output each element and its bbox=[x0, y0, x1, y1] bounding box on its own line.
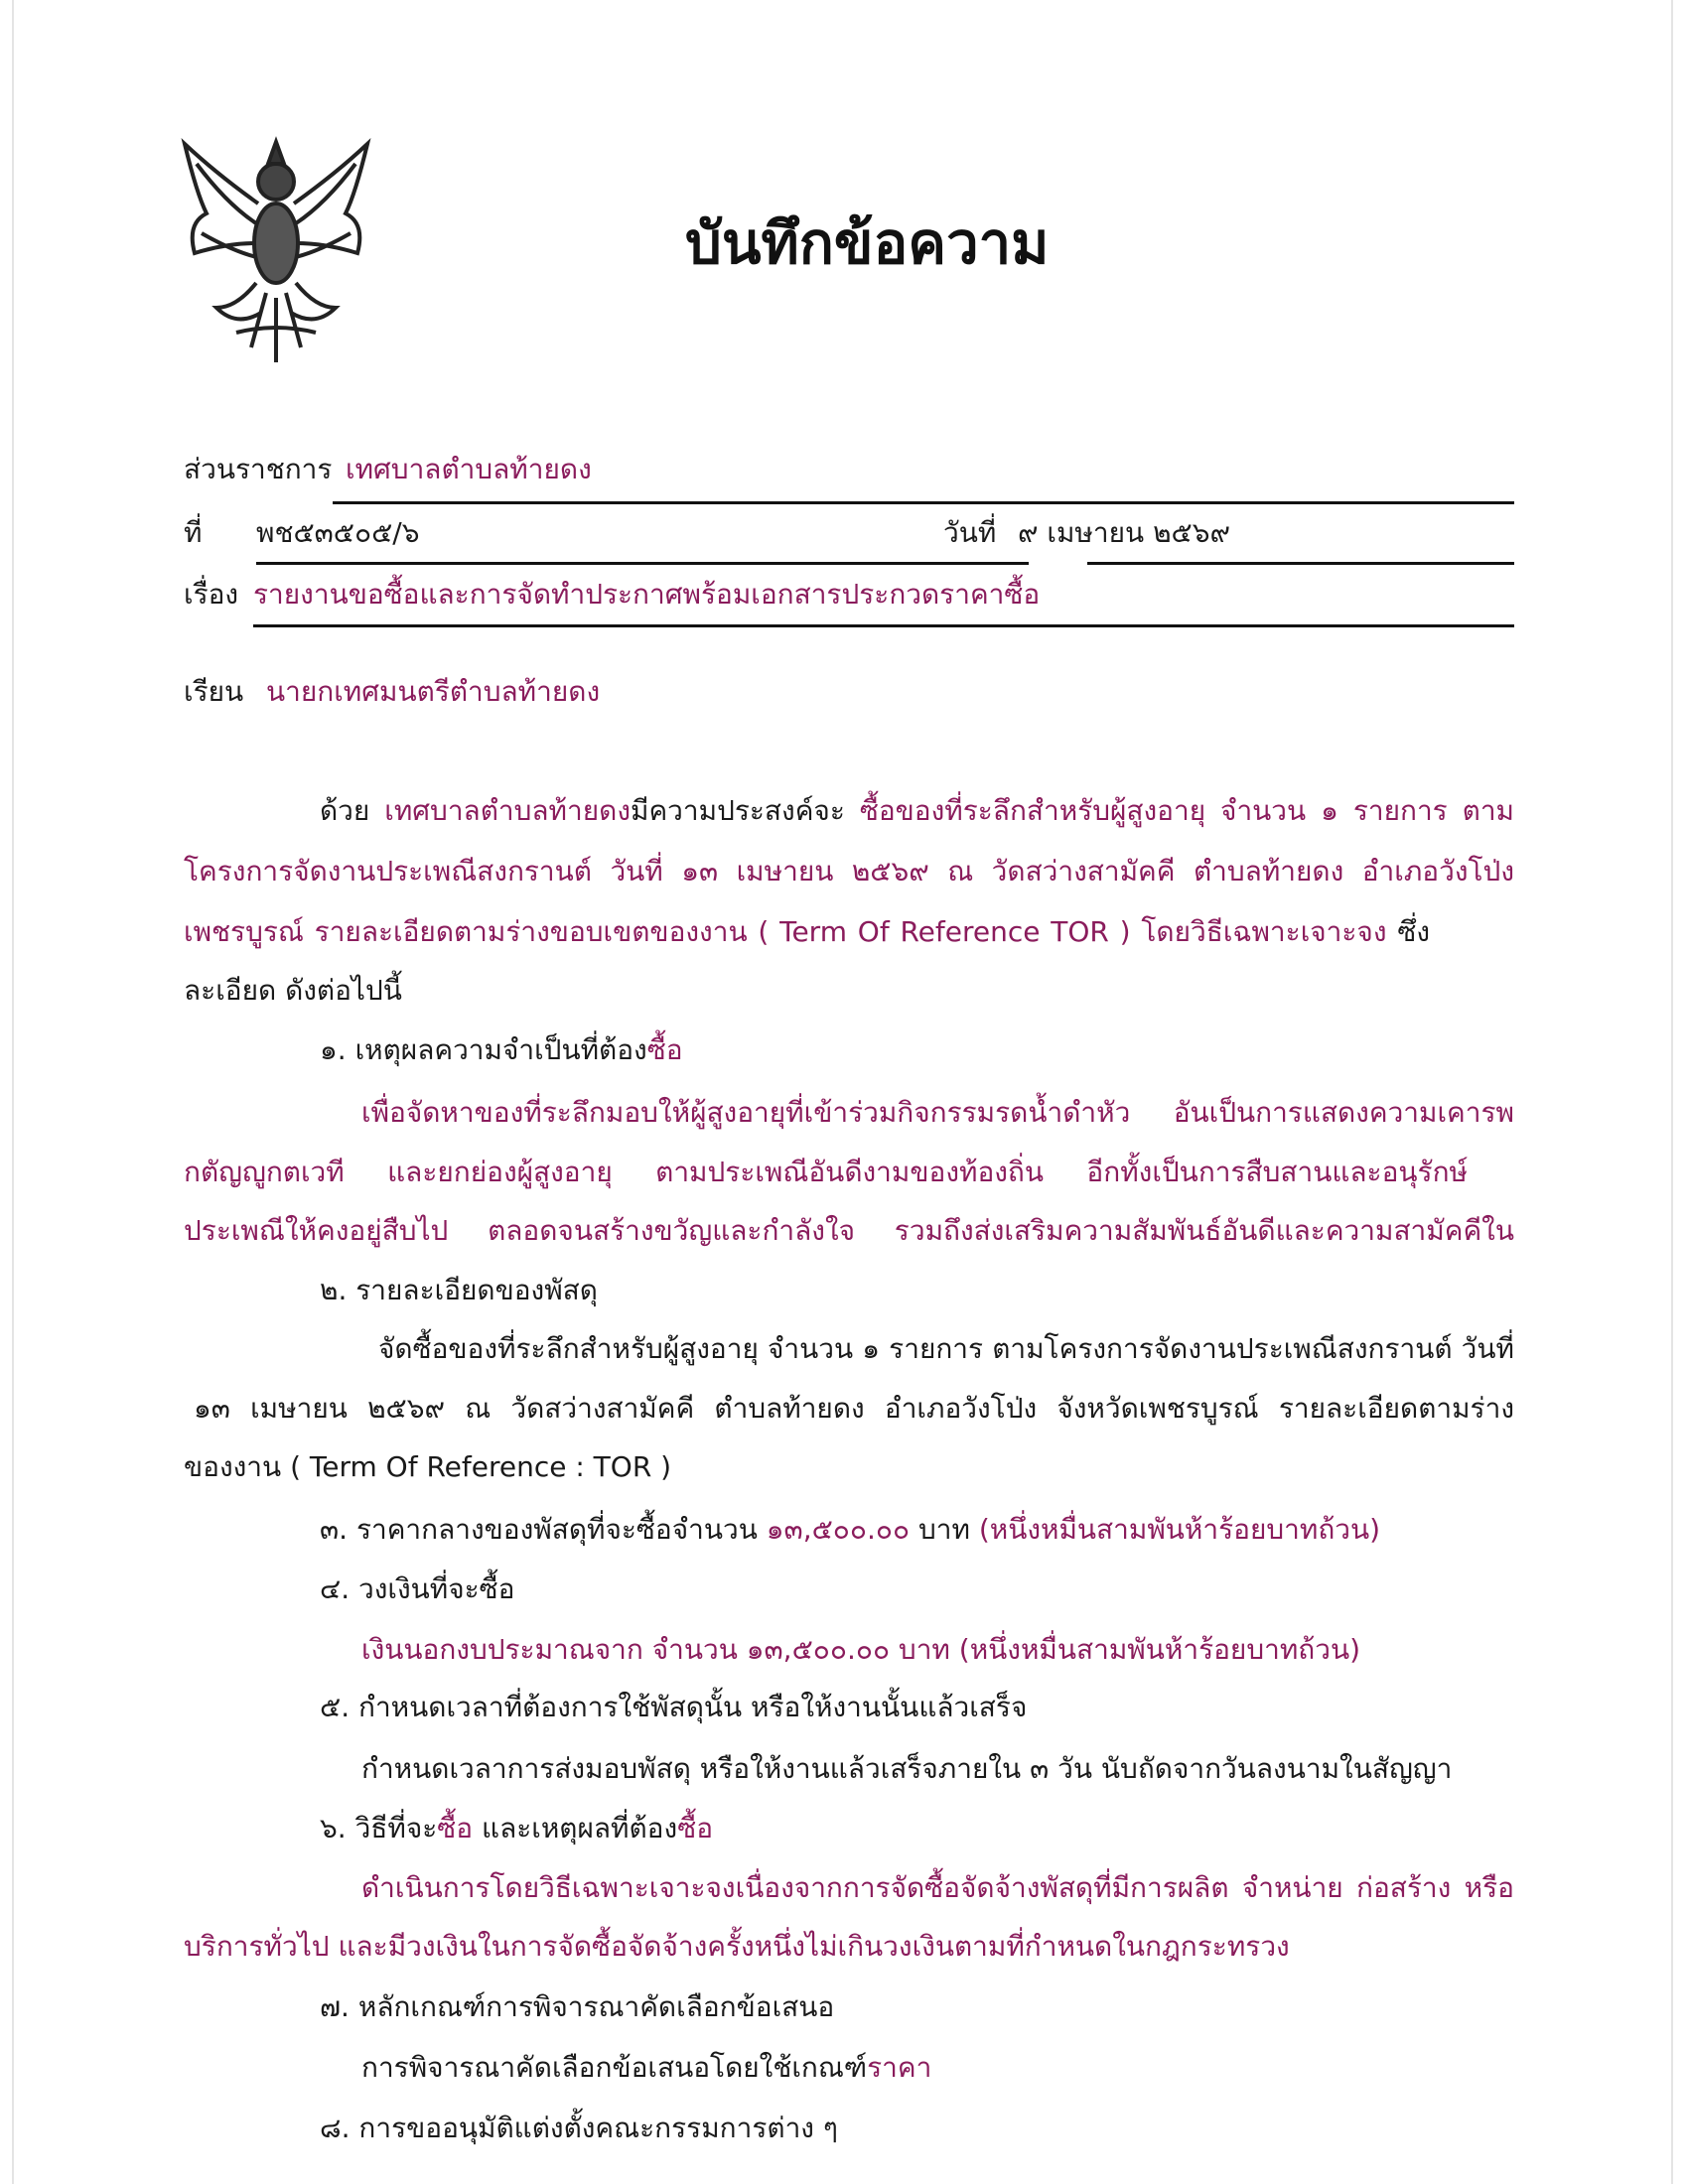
to-label: เรียน bbox=[184, 675, 244, 708]
agency-label: ส่วนราชการ bbox=[184, 453, 333, 485]
body-text: ๕. กำหนดเวลาที่ต้องการใช้พัสดุนั้น หรือให้งานนั้นแล้วเสร็จ bbox=[320, 1691, 1028, 1723]
date-underline bbox=[1087, 562, 1514, 565]
body-text: ๑๓ เมษายน ๒๕๖๙ ณ วัดสว่างสามัคคี ตำบลท้ายดง อำเภอวังโป่ง จังหวัดเพชรบูรณ์ รายละเอียดตามร่าง bbox=[194, 1392, 1514, 1425]
body-line bbox=[320, 1028, 683, 1072]
to-value: นายกเทศมนตรีตำบลท้ายดง bbox=[266, 675, 601, 708]
body-text: ๑. เหตุผลความจำเป็นที่ต้อง bbox=[320, 1033, 647, 1066]
body-text: การพิจารณาคัดเลือกข้อเสนอโดยใช้เกณฑ์ bbox=[361, 2051, 868, 2084]
highlighted-text: ซื้อของที่ระลึกสำหรับผู้สูงอายุ จำนวน ๑ รายการ ตาม bbox=[859, 794, 1514, 827]
agency-underline bbox=[333, 501, 1514, 504]
agency-value: เทศบาลตำบลท้ายดง bbox=[346, 453, 592, 485]
body-line bbox=[184, 910, 1430, 954]
body-line bbox=[361, 1628, 1360, 1672]
ref-label: ที่ bbox=[184, 516, 203, 549]
body-text: ของงาน ( Term Of Reference : TOR ) bbox=[184, 1450, 672, 1483]
body-text: กำหนดเวลาการส่งมอบพัสดุ หรือให้งานแล้วเสร็จภายใน ๓ วัน นับถัดจากวันลงนามในสัญญา bbox=[361, 1752, 1453, 1785]
body-line bbox=[320, 1568, 515, 1611]
highlighted-text: โครงการจัดงานประเพณีสงกรานต์ วันที่ ๑๓ เมษายน ๒๕๖๙ ณ วัดสว่างสามัคคี ตำบลท้ายดง อำเภอวังโป่ง bbox=[184, 855, 1514, 887]
subject-underline bbox=[253, 624, 1514, 627]
highlighted-text: ซื้อ bbox=[646, 1033, 683, 1066]
body-text: ละเอียด ดังต่อไปนี้ bbox=[184, 974, 402, 1007]
body-line bbox=[320, 1807, 713, 1850]
highlighted-text: (หนึ่งหมื่นสามพันห้าร้อยบาทถ้วน) bbox=[978, 1513, 1381, 1546]
ref-underline bbox=[256, 562, 1029, 565]
body-line bbox=[378, 1327, 1514, 1371]
body-line bbox=[184, 969, 402, 1013]
body-line bbox=[320, 1508, 1380, 1552]
ref-value: พช๕๓๕๐๕/๖ bbox=[256, 516, 420, 549]
body-line bbox=[361, 2046, 931, 2090]
page-edge-left bbox=[12, 0, 14, 2184]
garuda-emblem-icon bbox=[177, 134, 375, 367]
body-text: และเหตุผลที่ต้อง bbox=[473, 1812, 678, 1844]
body-line bbox=[320, 789, 1514, 833]
highlighted-text: ดำเนินการโดยวิธีเฉพาะเจาะจงเนื่องจากการจัดซื้อจัดจ้างพัสดุที่มีการผลิต จำหน่าย ก่อสร้าง หรือ bbox=[361, 1871, 1514, 1904]
highlighted-text: ซื้อ bbox=[437, 1812, 474, 1844]
body-line bbox=[320, 1686, 1027, 1729]
subject-value: รายงานขอซื้อและการจัดทำประกาศพร้อมเอกสารประกวดราคาซื้อ bbox=[253, 578, 1041, 611]
body-line bbox=[320, 2107, 838, 2150]
body-text: ๖. วิธีที่จะ bbox=[320, 1812, 438, 1844]
body-text: จัดซื้อของที่ระลึกสำหรับผู้สูงอายุ จำนวน ๑ รายการ ตามโครงการจัดงานประเพณีสงกรานต์ วันที่ bbox=[378, 1332, 1514, 1365]
body-line bbox=[184, 1151, 1468, 1194]
body-line bbox=[320, 1985, 834, 2029]
date-value: ๙ เมษายน ๒๕๖๙ bbox=[1018, 516, 1230, 549]
body-text: ด้วย bbox=[320, 794, 385, 827]
body-text: ๓. ราคากลางของพัสดุที่จะซื้อจำนวน bbox=[320, 1513, 767, 1546]
body-line bbox=[184, 850, 1514, 893]
body-text: ๘. การขออนุมัติแต่งตั้งคณะกรรมการต่าง ๆ bbox=[320, 2112, 838, 2144]
body-line bbox=[184, 1209, 1514, 1253]
highlighted-text: เพชรบูรณ์ รายละเอียดตามร่างขอบเขตของงาน ( Term Of Reference TOR ) โดยวิธีเฉพาะเจาะจง bbox=[184, 915, 1387, 948]
body-line bbox=[194, 1387, 1514, 1431]
body-line bbox=[361, 1091, 1514, 1135]
body-line bbox=[184, 1925, 1290, 1969]
highlighted-text: เทศบาลตำบลท้ายดง bbox=[384, 794, 631, 827]
page-edge-right bbox=[1671, 0, 1673, 2184]
body-text: มีความประสงค์จะ bbox=[630, 794, 860, 827]
highlighted-text: เงินนอกงบประมาณจาก จำนวน ๑๓,๕๐๐.๐๐ บาท (หนึ่งหมื่นสามพันห้าร้อยบาทถ้วน) bbox=[361, 1633, 1361, 1666]
highlighted-text: ซื้อ bbox=[677, 1812, 714, 1844]
highlighted-text: เพื่อจัดหาของที่ระลึกมอบให้ผู้สูงอายุที่เข้าร่วมกิจกรรมรดน้ำดำหัว อันเป็นการแสดงความเคารพ bbox=[361, 1096, 1514, 1129]
body-line bbox=[320, 1269, 598, 1312]
highlighted-text: ราคา bbox=[867, 2051, 932, 2084]
body-text: ๔. วงเงินที่จะซื้อ bbox=[320, 1572, 515, 1605]
highlighted-text: บริการทั่วไป และมีวงเงินในการจัดซื้อจัดจ้างครั้งหนึ่งไม่เกินวงเงินตามที่กำหนดในกฎกระทรวง bbox=[184, 1930, 1290, 1963]
document-title: บันทึกข้อความ bbox=[685, 209, 1050, 277]
body-text: บาท bbox=[910, 1513, 979, 1546]
highlighted-text: ๑๓,๕๐๐.๐๐ bbox=[766, 1513, 911, 1546]
body-text: ๗. หลักเกณฑ์การพิจารณาคัดเลือกข้อเสนอ bbox=[320, 1990, 835, 2023]
date-label: วันที่ bbox=[943, 516, 997, 549]
subject-label: เรื่อง bbox=[184, 578, 239, 611]
highlighted-text: ประเพณีให้คงอยู่สืบไป ตลอดจนสร้างขวัญและกำลังใจ รวมถึงส่งเสริมความสัมพันธ์อันดีและความสามัคคีใน bbox=[184, 1214, 1514, 1247]
body-line bbox=[361, 1747, 1452, 1791]
highlighted-text: กตัญญูกตเวที และยกย่องผู้สูงอายุ ตามประเพณีอันดีงามของท้องถิ่น อีกทั้งเป็นการสืบสานและอนุรักษ์ bbox=[184, 1156, 1468, 1188]
body-text: ซึ่ง bbox=[1397, 915, 1430, 948]
body-line bbox=[361, 1866, 1514, 1910]
body-line bbox=[184, 1445, 671, 1489]
body-text: ๒. รายละเอียดของพัสดุ bbox=[320, 1274, 598, 1306]
